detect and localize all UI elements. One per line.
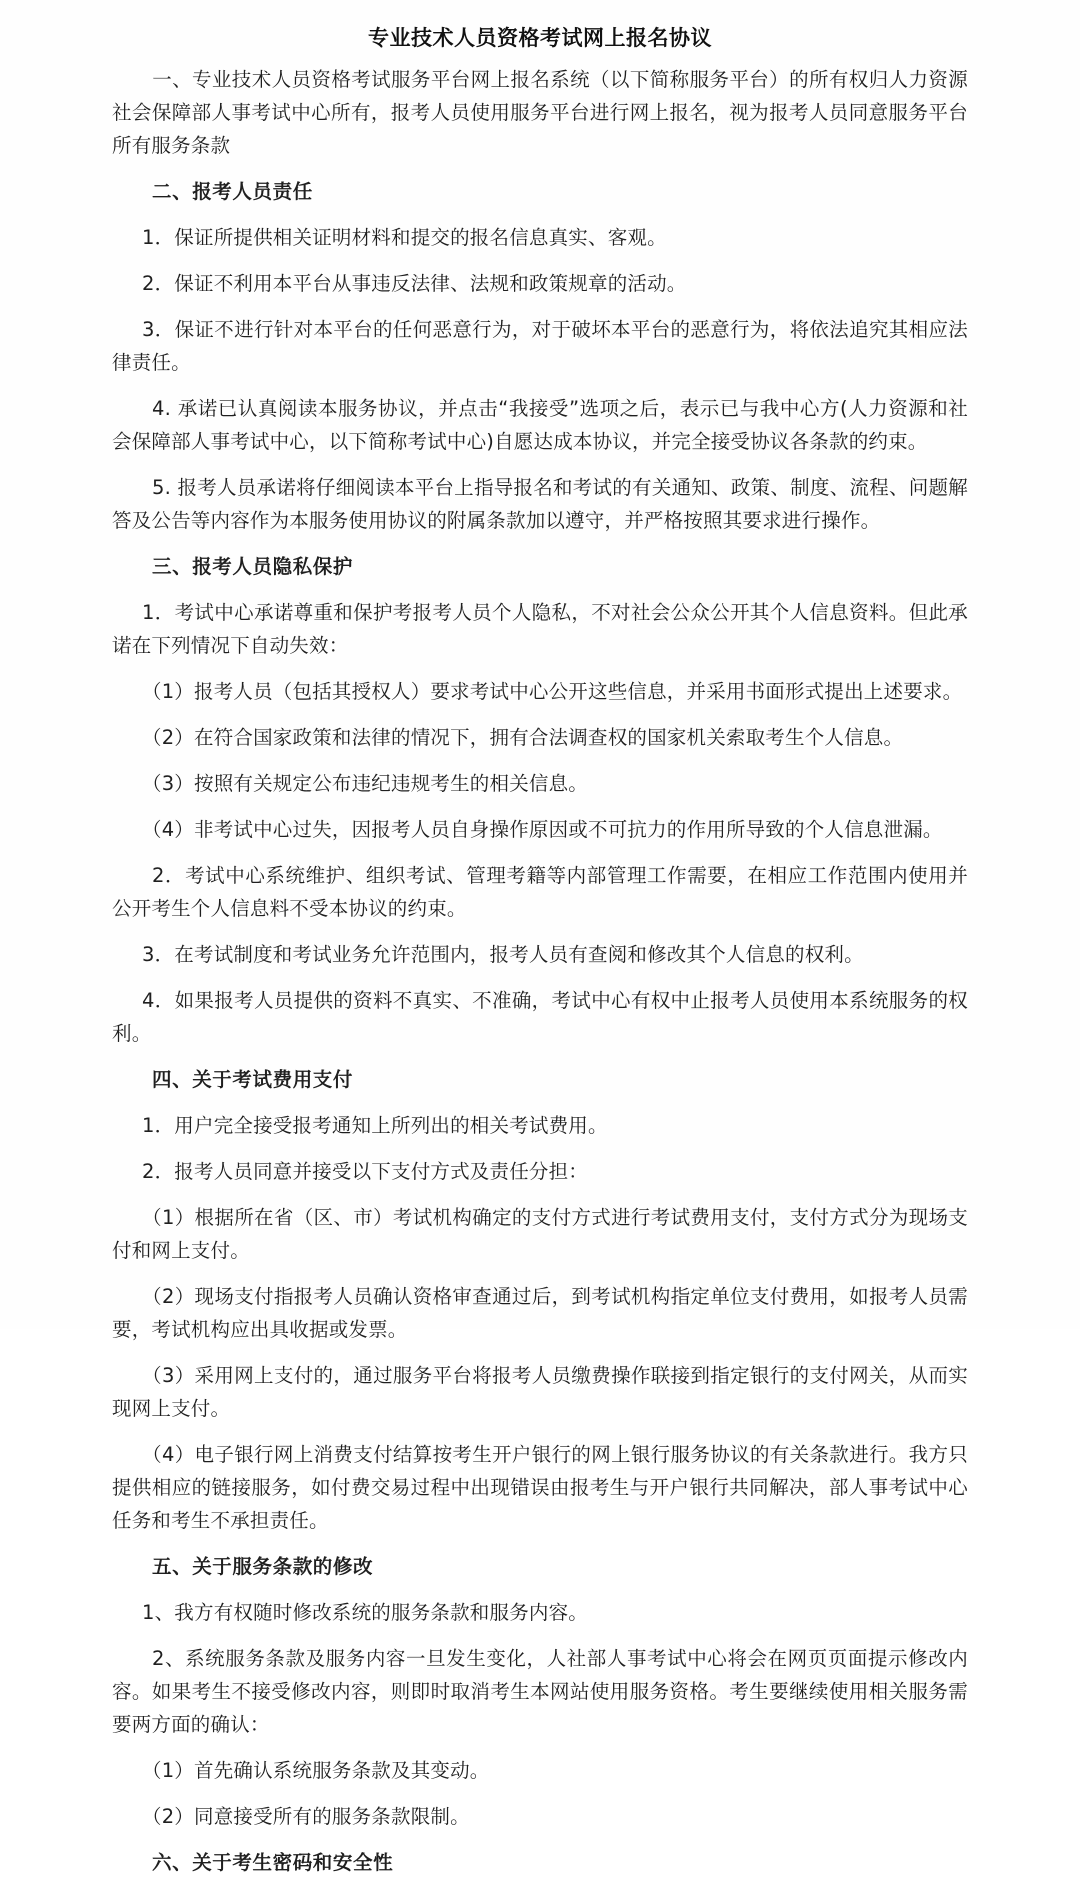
sub-list-item <box>112 813 968 846</box>
section-paragraph <box>112 63 968 162</box>
paragraph-text: 2．报考人员同意并接受以下支付方式及责任分担： <box>142 1160 589 1184</box>
paragraph-text: （4）电子银行网上消费支付结算按考生开户银行的网上银行服务协议的有关条款进行。我方只提供相应的链接服务，如付费交易过程中出现错误由报考生与开户银行共同解决，部人事考试中心任务和考生不承担责任。 <box>112 1443 968 1533</box>
paragraph-text: 1．考试中心承诺尊重和保护考报考人员个人隐私，不对社会公众公开其个人信息资料。但此承诺在下列情况下自动失效： <box>112 601 968 658</box>
section-heading <box>112 1846 968 1879</box>
paragraph-text: （2）在符合国家政策和法律的情况下，拥有合法调查权的国家机关索取考生个人信息。 <box>142 726 904 750</box>
paragraph-text: 1．保证所提供相关证明材料和提交的报名信息真实、客观。 <box>142 226 667 250</box>
section-heading <box>112 175 968 208</box>
paragraph-text: （1）报考人员（包括其授权人）要求考试中心公开这些信息，并采用书面形式提出上述要求。 <box>142 680 963 704</box>
list-item <box>112 984 968 1050</box>
paragraph-text: 4．如果报考人员提供的资料不真实、不准确，考试中心有权中止报考人员使用本系统服务的权利。 <box>112 989 968 1046</box>
paragraph-text: 三、报考人员隐私保护 <box>152 555 354 579</box>
list-item <box>112 392 968 458</box>
list-item <box>112 221 968 254</box>
list-item <box>112 938 968 971</box>
section-heading <box>112 550 968 583</box>
paragraph-text: 五、关于服务条款的修改 <box>152 1555 374 1579</box>
page-title: 专业技术人员资格考试网上报名协议 <box>368 26 712 50</box>
paragraph-text: 4. 承诺已认真阅读本服务协议，并点击“我接受”选项之后，表示已与我中心方(人力资源和社会保障部人事考试中心，以下简称考试中心)自愿达成本协议，并完全接受协议各条款的约束。 <box>112 397 968 454</box>
list-item <box>112 1596 968 1629</box>
list-item <box>112 859 968 925</box>
agreement-document-body <box>112 0 968 1879</box>
paragraph-text: 一、专业技术人员资格考试服务平台网上报名系统（以下简称服务平台）的所有权归人力资源社会保障部人事考试中心所有，报考人员使用服务平台进行网上报名，视为报考人员同意服务平台所有服务条款 <box>112 68 968 158</box>
paragraph-text: 二、报考人员责任 <box>152 180 313 204</box>
paragraph-text: 3．保证不进行针对本平台的任何恶意行为，对于破坏本平台的恶意行为，将依法追究其相应法律责任。 <box>112 318 968 375</box>
sub-list-item <box>112 1280 968 1346</box>
sub-list-item <box>112 1359 968 1425</box>
paragraph-text: 1、我方有权随时修改系统的服务条款和服务内容。 <box>142 1601 589 1625</box>
paragraph-text: （1）根据所在省（区、市）考试机构确定的支付方式进行考试费用支付，支付方式分为现场支付和网上支付。 <box>112 1206 968 1263</box>
sub-list-item <box>112 1754 968 1787</box>
paragraph-text: 2．考试中心系统维护、组织考试、管理考籍等内部管理工作需要，在相应工作范围内使用并公开考生个人信息料不受本协议的约束。 <box>112 864 968 921</box>
paragraph-text: （2）同意接受所有的服务条款限制。 <box>142 1805 470 1829</box>
paragraph-text: （2）现场支付指报考人员确认资格审查通过后，到考试机构指定单位支付费用，如报考人员需要，考试机构应出具收据或发票。 <box>112 1285 968 1342</box>
list-item <box>112 1155 968 1188</box>
paragraph-text: 四、关于考试费用支付 <box>152 1068 354 1092</box>
section-heading <box>112 1063 968 1096</box>
paragraph-text: 1．用户完全接受报考通知上所列出的相关考试费用。 <box>142 1114 608 1138</box>
paragraph-text: （3）按照有关规定公布违纪违规考生的相关信息。 <box>142 772 589 796</box>
list-item <box>112 313 968 379</box>
list-item <box>112 1642 968 1741</box>
list-item <box>112 1109 968 1142</box>
list-item <box>112 267 968 300</box>
paragraph-text: 2．保证不利用本平台从事违反法律、法规和政策规章的活动。 <box>142 272 687 296</box>
sub-list-item <box>112 675 968 708</box>
sub-list-item <box>112 721 968 754</box>
paragraph-text: 2、系统服务条款及服务内容一旦发生变化，人社部人事考试中心将会在网页页面提示修改内容。如果考生不接受修改内容，则即时取消考生本网站使用服务资格。考生要继续使用相关服务需要两方面的确认： <box>112 1647 968 1737</box>
sub-list-item <box>112 1800 968 1833</box>
agreement-paragraph-list <box>112 63 968 1879</box>
paragraph-text: 5. 报考人员承诺将仔细阅读本平台上指导报名和考试的有关通知、政策、制度、流程、问题解答及公告等内容作为本服务使用协议的附属条款加以遵守，并严格按照其要求进行操作。 <box>112 476 968 533</box>
paragraph-text: 六、关于考生密码和安全性 <box>152 1851 394 1875</box>
paragraph-text: （1）首先确认系统服务条款及其变动。 <box>142 1759 490 1783</box>
paragraph-text: 3．在考试制度和考试业务允许范围内，报考人员有查阅和修改其个人信息的权利。 <box>142 943 864 967</box>
sub-list-item <box>112 1201 968 1267</box>
paragraph-text: （3）采用网上支付的，通过服务平台将报考人员缴费操作联接到指定银行的支付网关，从而实现网上支付。 <box>112 1364 968 1421</box>
list-item <box>112 471 968 537</box>
sub-list-item <box>112 767 968 800</box>
list-item <box>112 596 968 662</box>
section-heading <box>112 1550 968 1583</box>
sub-list-item <box>112 1438 968 1537</box>
paragraph-text: （4）非考试中心过失，因报考人员自身操作原因或不可抗力的作用所导致的个人信息泄漏。 <box>142 818 943 842</box>
